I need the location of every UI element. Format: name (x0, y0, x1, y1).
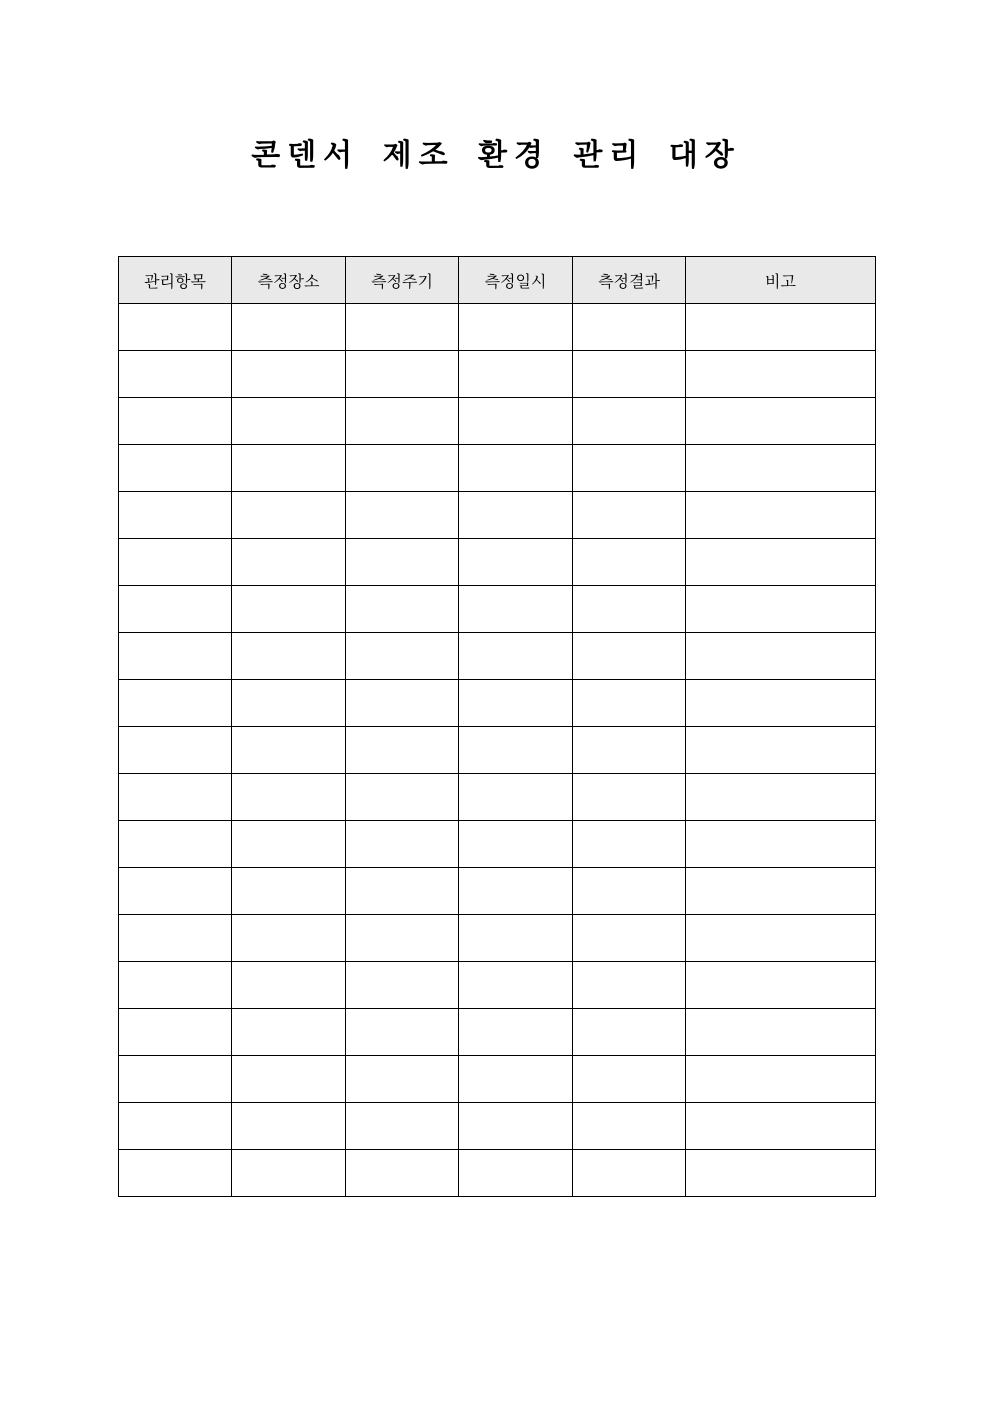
management-ledger-table (118, 256, 876, 1197)
column-header-remarks: 비고 (686, 257, 876, 304)
cell-cycle[interactable] (346, 774, 459, 821)
cell-remarks[interactable] (686, 1009, 876, 1056)
cell-datetime[interactable] (459, 398, 573, 445)
cell-item[interactable] (119, 1009, 232, 1056)
cell-item[interactable] (119, 398, 232, 445)
cell-location[interactable] (232, 1103, 346, 1150)
cell-remarks[interactable] (686, 821, 876, 868)
cell-remarks[interactable] (686, 1150, 876, 1197)
cell-result[interactable] (573, 539, 686, 586)
cell-datetime[interactable] (459, 915, 573, 962)
cell-remarks[interactable] (686, 1103, 876, 1150)
cell-location[interactable] (232, 1056, 346, 1103)
cell-datetime[interactable] (459, 1103, 573, 1150)
cell-location[interactable] (232, 539, 346, 586)
cell-item[interactable] (119, 539, 232, 586)
table-body (119, 304, 876, 1197)
cell-location[interactable] (232, 680, 346, 727)
table-row (119, 915, 876, 962)
cell-result[interactable] (573, 586, 686, 633)
cell-result[interactable] (573, 915, 686, 962)
table-row (119, 539, 876, 586)
cell-remarks[interactable] (686, 727, 876, 774)
cell-item[interactable] (119, 1150, 232, 1197)
cell-remarks[interactable] (686, 1056, 876, 1103)
cell-cycle[interactable] (346, 539, 459, 586)
table-row (119, 445, 876, 492)
cell-result[interactable] (573, 445, 686, 492)
cell-location[interactable] (232, 727, 346, 774)
table-row (119, 1103, 876, 1150)
cell-location[interactable] (232, 398, 346, 445)
cell-cycle[interactable] (346, 680, 459, 727)
cell-item[interactable] (119, 445, 232, 492)
cell-item[interactable] (119, 915, 232, 962)
cell-cycle[interactable] (346, 304, 459, 351)
cell-cycle[interactable] (346, 962, 459, 1009)
cell-remarks[interactable] (686, 351, 876, 398)
column-header-result: 측정결과 (573, 257, 686, 304)
cell-item[interactable] (119, 586, 232, 633)
cell-datetime[interactable] (459, 539, 573, 586)
cell-location[interactable] (232, 445, 346, 492)
cell-datetime[interactable] (459, 304, 573, 351)
cell-cycle[interactable] (346, 586, 459, 633)
cell-datetime[interactable] (459, 680, 573, 727)
table-row (119, 586, 876, 633)
cell-result[interactable] (573, 304, 686, 351)
cell-result[interactable] (573, 351, 686, 398)
cell-datetime[interactable] (459, 727, 573, 774)
cell-result[interactable] (573, 962, 686, 1009)
cell-cycle[interactable] (346, 492, 459, 539)
cell-item[interactable] (119, 351, 232, 398)
cell-item[interactable] (119, 304, 232, 351)
cell-datetime[interactable] (459, 586, 573, 633)
cell-datetime[interactable] (459, 868, 573, 915)
cell-item[interactable] (119, 774, 232, 821)
cell-item[interactable] (119, 680, 232, 727)
table-header-row (119, 257, 876, 304)
cell-cycle[interactable] (346, 821, 459, 868)
cell-result[interactable] (573, 633, 686, 680)
cell-remarks[interactable] (686, 680, 876, 727)
cell-location[interactable] (232, 821, 346, 868)
cell-cycle[interactable] (346, 727, 459, 774)
cell-location[interactable] (232, 351, 346, 398)
table-row (119, 1056, 876, 1103)
table-row (119, 727, 876, 774)
cell-item[interactable] (119, 821, 232, 868)
cell-datetime[interactable] (459, 1056, 573, 1103)
cell-cycle[interactable] (346, 633, 459, 680)
cell-location[interactable] (232, 304, 346, 351)
page-title: 콘덴서 제조 환경 관리 대장 (251, 138, 741, 173)
cell-result[interactable] (573, 1150, 686, 1197)
cell-cycle[interactable] (346, 445, 459, 492)
cell-location[interactable] (232, 586, 346, 633)
table-row (119, 774, 876, 821)
cell-item[interactable] (119, 962, 232, 1009)
cell-item[interactable] (119, 492, 232, 539)
cell-result[interactable] (573, 492, 686, 539)
cell-datetime[interactable] (459, 351, 573, 398)
table-row (119, 821, 876, 868)
cell-result[interactable] (573, 398, 686, 445)
cell-location[interactable] (232, 774, 346, 821)
cell-result[interactable] (573, 1056, 686, 1103)
cell-remarks[interactable] (686, 962, 876, 1009)
cell-location[interactable] (232, 915, 346, 962)
cell-datetime[interactable] (459, 492, 573, 539)
cell-remarks[interactable] (686, 445, 876, 492)
cell-cycle[interactable] (346, 398, 459, 445)
cell-location[interactable] (232, 868, 346, 915)
cell-item[interactable] (119, 633, 232, 680)
table-row (119, 680, 876, 727)
cell-cycle[interactable] (346, 915, 459, 962)
cell-cycle[interactable] (346, 1150, 459, 1197)
cell-datetime[interactable] (459, 774, 573, 821)
cell-location[interactable] (232, 1150, 346, 1197)
column-header-location: 측정장소 (232, 257, 346, 304)
cell-result[interactable] (573, 1103, 686, 1150)
column-header-datetime: 측정일시 (459, 257, 573, 304)
table-row (119, 304, 876, 351)
cell-remarks[interactable] (686, 915, 876, 962)
cell-remarks[interactable] (686, 492, 876, 539)
table-row (119, 1150, 876, 1197)
cell-result[interactable] (573, 680, 686, 727)
table-row (119, 351, 876, 398)
table-row (119, 1009, 876, 1056)
cell-result[interactable] (573, 774, 686, 821)
cell-datetime[interactable] (459, 1150, 573, 1197)
table-row (119, 962, 876, 1009)
cell-result[interactable] (573, 821, 686, 868)
cell-result[interactable] (573, 727, 686, 774)
cell-cycle[interactable] (346, 868, 459, 915)
cell-remarks[interactable] (686, 868, 876, 915)
cell-cycle[interactable] (346, 1056, 459, 1103)
cell-location[interactable] (232, 633, 346, 680)
cell-result[interactable] (573, 868, 686, 915)
cell-remarks[interactable] (686, 398, 876, 445)
cell-item[interactable] (119, 868, 232, 915)
cell-cycle[interactable] (346, 1103, 459, 1150)
cell-datetime[interactable] (459, 1009, 573, 1056)
cell-datetime[interactable] (459, 962, 573, 1009)
table-row (119, 868, 876, 915)
cell-remarks[interactable] (686, 774, 876, 821)
cell-item[interactable] (119, 727, 232, 774)
cell-remarks[interactable] (686, 539, 876, 586)
column-header-cycle: 측정주기 (346, 257, 459, 304)
column-header-item: 관리항목 (119, 257, 232, 304)
table-row (119, 633, 876, 680)
cell-item[interactable] (119, 1056, 232, 1103)
cell-remarks[interactable] (686, 304, 876, 351)
cell-location[interactable] (232, 962, 346, 1009)
cell-remarks[interactable] (686, 586, 876, 633)
cell-remarks[interactable] (686, 633, 876, 680)
cell-item[interactable] (119, 1103, 232, 1150)
cell-datetime[interactable] (459, 633, 573, 680)
cell-datetime[interactable] (459, 821, 573, 868)
cell-result[interactable] (573, 1009, 686, 1056)
table-row (119, 398, 876, 445)
cell-datetime[interactable] (459, 445, 573, 492)
table-row (119, 492, 876, 539)
cell-location[interactable] (232, 492, 346, 539)
cell-cycle[interactable] (346, 351, 459, 398)
cell-location[interactable] (232, 1009, 346, 1056)
cell-cycle[interactable] (346, 1009, 459, 1056)
